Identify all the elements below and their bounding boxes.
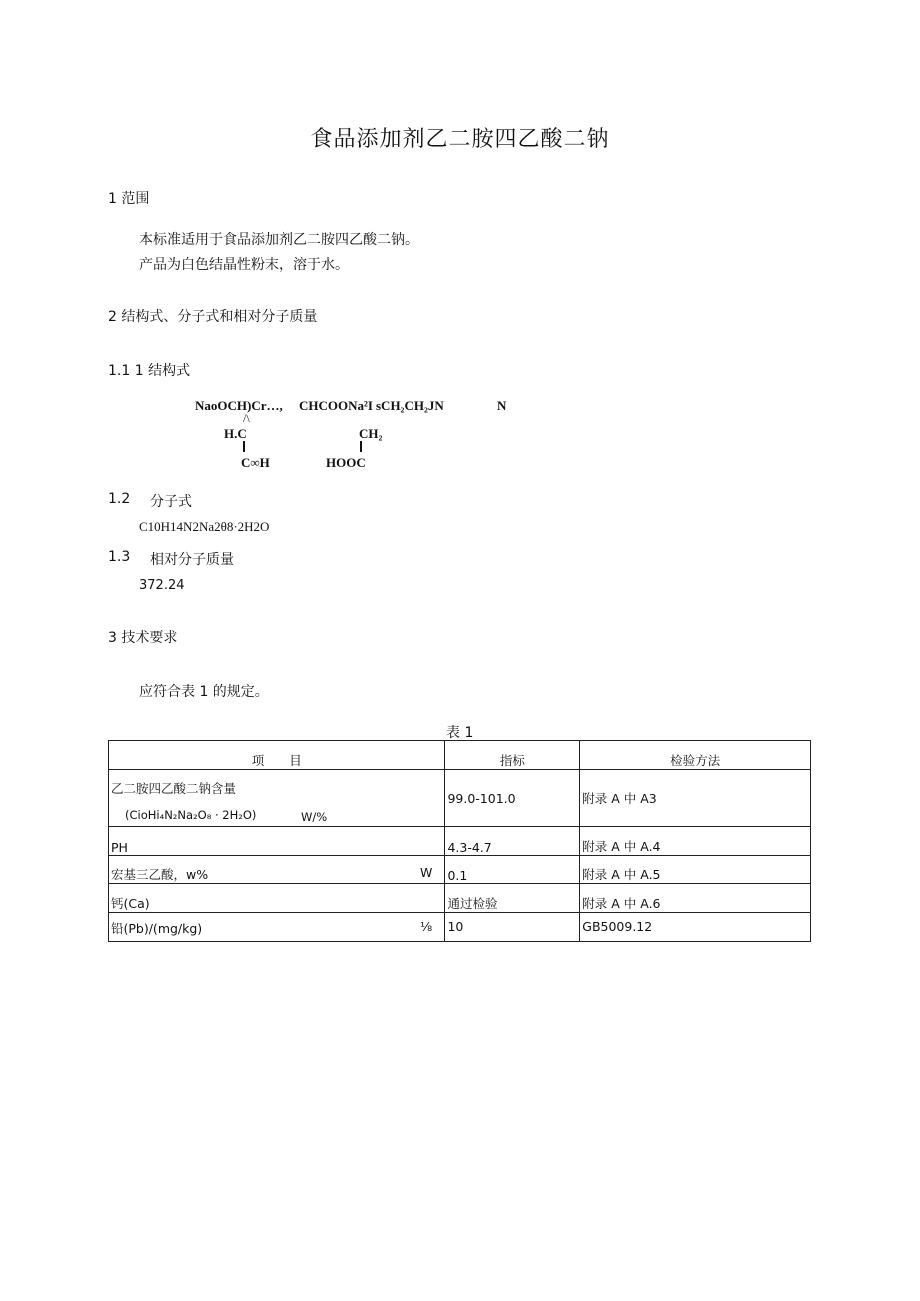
table-caption: 表 1 (446, 725, 474, 741)
structure-line1b: CHCOONa²I (299, 398, 373, 413)
row4-method: 附录 A 中 A.6 (580, 884, 811, 913)
row1-item: 乙二胺四乙酸二钠含量 (111, 781, 237, 796)
spec-table (108, 740, 811, 942)
molecular-mass: 372.24 (139, 578, 185, 593)
section3-para: 应符合表 1 的规定。 (139, 684, 269, 700)
subsection-1-1: 1.1 1 结构式 (108, 363, 191, 379)
structure-line1d: N (497, 398, 507, 413)
row3-unit: W (420, 865, 433, 880)
header-value: 指标 (445, 741, 580, 770)
structure-hooc: HOOC (326, 455, 366, 470)
row5-method: GB5009.12 (582, 919, 653, 934)
section1-para2: 产品为白色结晶性粉末，溶于水。 (139, 258, 349, 273)
molecular-formula: C10H14N2Na2θ8·2H2O (139, 519, 270, 534)
table-row (109, 770, 811, 827)
structure-ch2: CH₂ (359, 426, 383, 441)
row1-method: 附录 A 中 A3 (580, 770, 811, 827)
table-header-row (109, 741, 811, 770)
row3-method: 附录 A 中 A.5 (580, 856, 811, 884)
row5-item: 铅(Pb)/(mg/kg) (111, 921, 203, 936)
structure-line1a: NaoOCH)Cr…, (195, 398, 283, 413)
section2-heading: 2 结构式、分子式和相对分子质量 (108, 309, 318, 325)
row3-item-cell (109, 856, 445, 884)
table-row (109, 827, 811, 856)
subsection-1-2-label: 分子式 (150, 494, 192, 510)
row1-value: 99.0-101.0 (445, 770, 580, 827)
row5-unit: ⅛ (420, 919, 433, 934)
row3-value: 0.1 (445, 856, 580, 884)
document-title: 食品添加剂乙二胺四乙酸二钠 (310, 127, 610, 152)
row2-method: 附录 A 中 A.4 (580, 827, 811, 856)
row5-method-cell (580, 913, 811, 942)
header-item: 项 目 (109, 741, 445, 770)
structure-bond-left (243, 441, 245, 452)
row5-item-cell (109, 913, 445, 942)
row2-item: PH (109, 827, 445, 856)
section1-para1: 本标准适用于食品添加剂乙二胺四乙酸二钠。 (139, 233, 419, 248)
row1-unit: W/% (301, 810, 328, 824)
structure-hc: H.C (224, 426, 247, 441)
table-row (109, 856, 811, 884)
structure-cooh: C∞H (241, 455, 270, 470)
row5-value: 10 (447, 919, 464, 934)
row5-value-cell (445, 913, 580, 942)
row1-item-sub: (CioHi₄N₂Na₂O₈ · 2H₂O) (125, 808, 257, 822)
section1-heading: 1 范围 (108, 191, 150, 207)
table-row (109, 913, 811, 942)
subsection-1-3-label: 相对分子质量 (150, 552, 234, 568)
header-method: 检验方法 (580, 741, 811, 770)
section3-heading: 3 技术要求 (108, 630, 178, 646)
subsection-1-2-number: 1.2 (108, 491, 131, 507)
structure-slash: /\ (243, 411, 250, 425)
row2-value: 4.3-4.7 (445, 827, 580, 856)
structure-line1c: sCH₂CH₂JN (376, 398, 444, 413)
row4-value: 通过检验 (445, 884, 580, 913)
row3-item: 宏基三乙酸，w% (111, 867, 209, 882)
row4-item: 钙(Ca) (109, 884, 445, 913)
structure-bond-right (360, 441, 362, 452)
row1-item-cell (109, 770, 445, 827)
subsection-1-3-number: 1.3 (108, 549, 131, 565)
table-row (109, 884, 811, 913)
